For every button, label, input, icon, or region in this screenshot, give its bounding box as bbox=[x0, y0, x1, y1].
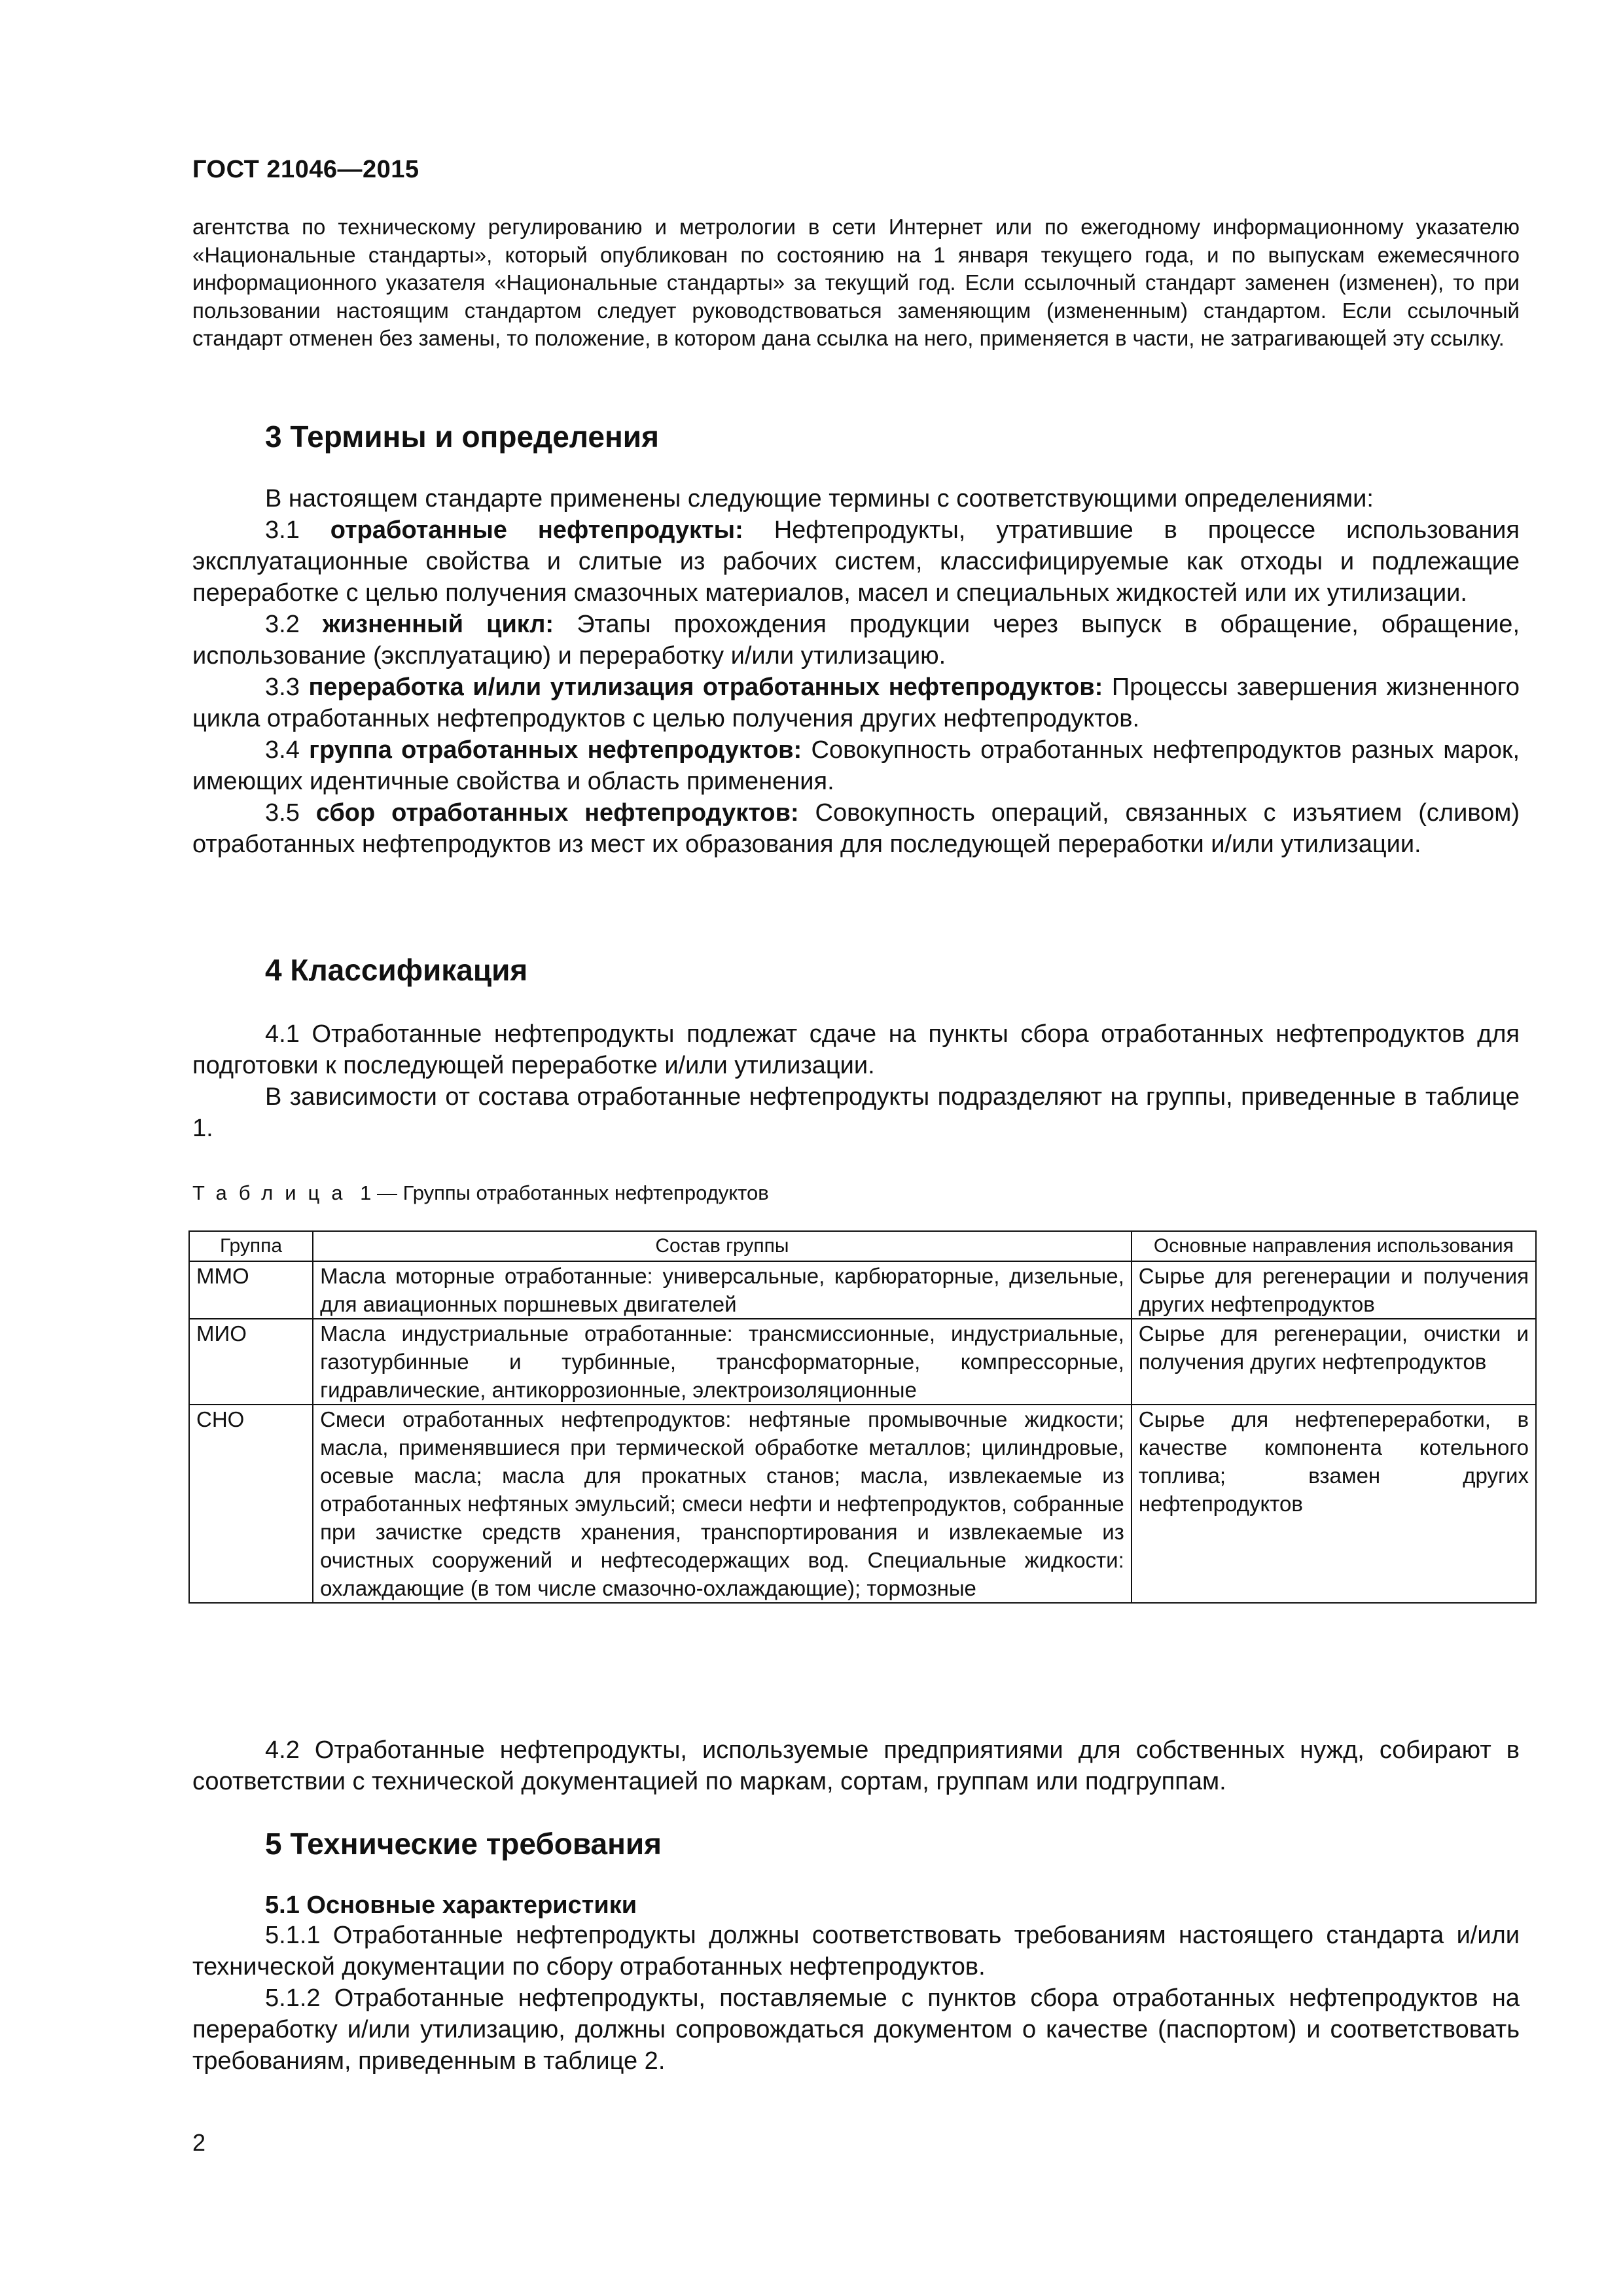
term-3-2: 3.2 жизненный цикл: Этапы прохождения продукции через выпуск в обращение, обращение, использование (эксплуатацию) и переработку и/или утилизацию. bbox=[192, 611, 1520, 670]
section-3-lead: В настоящем стандарте применены следующие термины с соответствующими определениями: bbox=[265, 485, 1374, 512]
section-5-title: 5 Технические требования bbox=[265, 1827, 662, 1861]
cell-group: ММО bbox=[189, 1261, 313, 1319]
paragraph-5-1-2: 5.1.2 Отработанные нефтепродукты, поставляемые с пунктов сбора отработанных нефтепродуктов на переработку и/или утилизацию, должны сопровождаться документом о качестве (паспортом) и соответствовать требованиям, приведенным в таблице 2. bbox=[192, 1984, 1520, 2075]
cell-usage: Сырье для регенерации, очистки и получения других нефтепродуктов bbox=[1132, 1319, 1536, 1405]
term-3-4: 3.4 группа отработанных нефтепродуктов: Совокупность отработанных нефтепродуктов разных марок, имеющих идентичные свойства и область применения. bbox=[192, 736, 1520, 795]
paragraph-4-2-block bbox=[192, 1734, 1520, 1797]
table-row bbox=[189, 1319, 1536, 1405]
subsection-5-1-title: 5.1 Основные характеристики bbox=[265, 1892, 637, 1919]
cell-usage: Сырье для нефтепереработки, в качестве компонента котельного топлива; взамен других нефтепродуктов bbox=[1132, 1405, 1536, 1603]
table-1-caption: Таблица 1 — Группы отработанных нефтепродуктов bbox=[192, 1181, 769, 1204]
cell-group: МИО bbox=[189, 1319, 313, 1405]
standard-id-header: ГОСТ 21046—2015 bbox=[192, 156, 419, 183]
term-3-1: 3.1 отработанные нефтепродукты: Нефтепродукты, утратившие в процессе использования эксплуатационные свойства и слитые из рабочих систем, классифицируемые как отходы и подлежащие переработке с целью получения смазочных материалов, масел и специальных жидкостей или их утилизации. bbox=[192, 516, 1520, 607]
cell-composition: Масла индустриальные отработанные: трансмиссионные, индустриальные, газотурбинные и турбинные, трансформаторные, компрессорные, гидравлические, антикоррозионные, электроизоляционные bbox=[313, 1319, 1132, 1405]
table-1 bbox=[188, 1230, 1537, 1604]
table-row bbox=[189, 1405, 1536, 1603]
table-row bbox=[189, 1261, 1536, 1319]
term-3-5: 3.5 сбор отработанных нефтепродуктов: Совокупность операций, связанных с изъятием (сливом) отработанных нефтепродуктов из мест их образования для последующей переработки и/или утилизации. bbox=[192, 799, 1520, 858]
paragraph-4-1-cont: В зависимости от состава отработанные нефтепродукты подразделяют на группы, приведенные в таблице 1. bbox=[192, 1083, 1520, 1142]
paragraph-4-1: 4.1 Отработанные нефтепродукты подлежат сдаче на пункты сбора отработанных нефтепродуктов для подготовки к последующей переработке и/или утилизации. bbox=[192, 1020, 1520, 1079]
column-header-usage: Основные направления использования bbox=[1132, 1231, 1536, 1261]
paragraph-4-2: 4.2 Отработанные нефтепродукты, используемые предприятиями для собственных нужд, собирают в соответствии с технической документацией по маркам, сортам, группам или подгруппам. bbox=[192, 1736, 1520, 1795]
section-3-title: 3 Термины и определения bbox=[265, 420, 659, 454]
intro-paragraph: агентства по техническому регулированию и метрологии в сети Интернет или по ежегодному информационному указателю «Национальные стандарты», который опубликован по состоянию на 1 января текущего года, и по выпускам ежемесячного информационного указателя «Национальные стандарты» за текущий год. Если ссылочный стандарт заменен (изменен), то при пользовании настоящим стандартом следует руководствоваться заменяющим (измененным) стандартом. Если ссылочный стандарт отменен без замены, то положение, в котором дана ссылка на него, применяется в части, не затрагивающей эту ссылку. bbox=[192, 215, 1520, 350]
cell-composition: Смеси отработанных нефтепродуктов: нефтяные промывочные жидкости; масла, применявшиеся при термической обработке металлов; цилиндровые, осевые масла; масла для прокатных станов; масла, извлекаемые из отработанных нефтяных эмульсий; смеси нефти и нефтепродуктов, собранные при зачистке средств хранения, транспортирования и извлекаемые из очистных сооружений и нефтесодержащих вод. Специальные жидкости: охлаждающие (в том числе смазочно-охлаждающие); тормозные bbox=[313, 1405, 1132, 1603]
section-3-body bbox=[192, 483, 1520, 860]
section-4-title: 4 Классификация bbox=[265, 953, 528, 987]
cell-usage: Сырье для регенерации и получения других нефтепродуктов bbox=[1132, 1261, 1536, 1319]
table-header-row bbox=[189, 1231, 1536, 1261]
section-5-body bbox=[192, 1892, 1520, 2077]
column-header-group: Группа bbox=[189, 1231, 313, 1261]
paragraph-5-1-1: 5.1.1 Отработанные нефтепродукты должны соответствовать требованиям настоящего стандарта и/или технической документации по сбору отработанных нефтепродуктов. bbox=[192, 1922, 1520, 1981]
page-number: 2 bbox=[192, 2129, 206, 2156]
cell-group: СНО bbox=[189, 1405, 313, 1603]
term-3-3: 3.3 переработка и/или утилизация отработанных нефтепродуктов: Процессы завершения жизненного цикла отработанных нефтепродуктов с целью получения других нефтепродуктов. bbox=[192, 673, 1520, 732]
column-header-composition: Состав группы bbox=[313, 1231, 1132, 1261]
cell-composition: Масла моторные отработанные: универсальные, карбюраторные, дизельные, для авиационных поршневых двигателей bbox=[313, 1261, 1132, 1319]
section-4-body bbox=[192, 1018, 1520, 1144]
